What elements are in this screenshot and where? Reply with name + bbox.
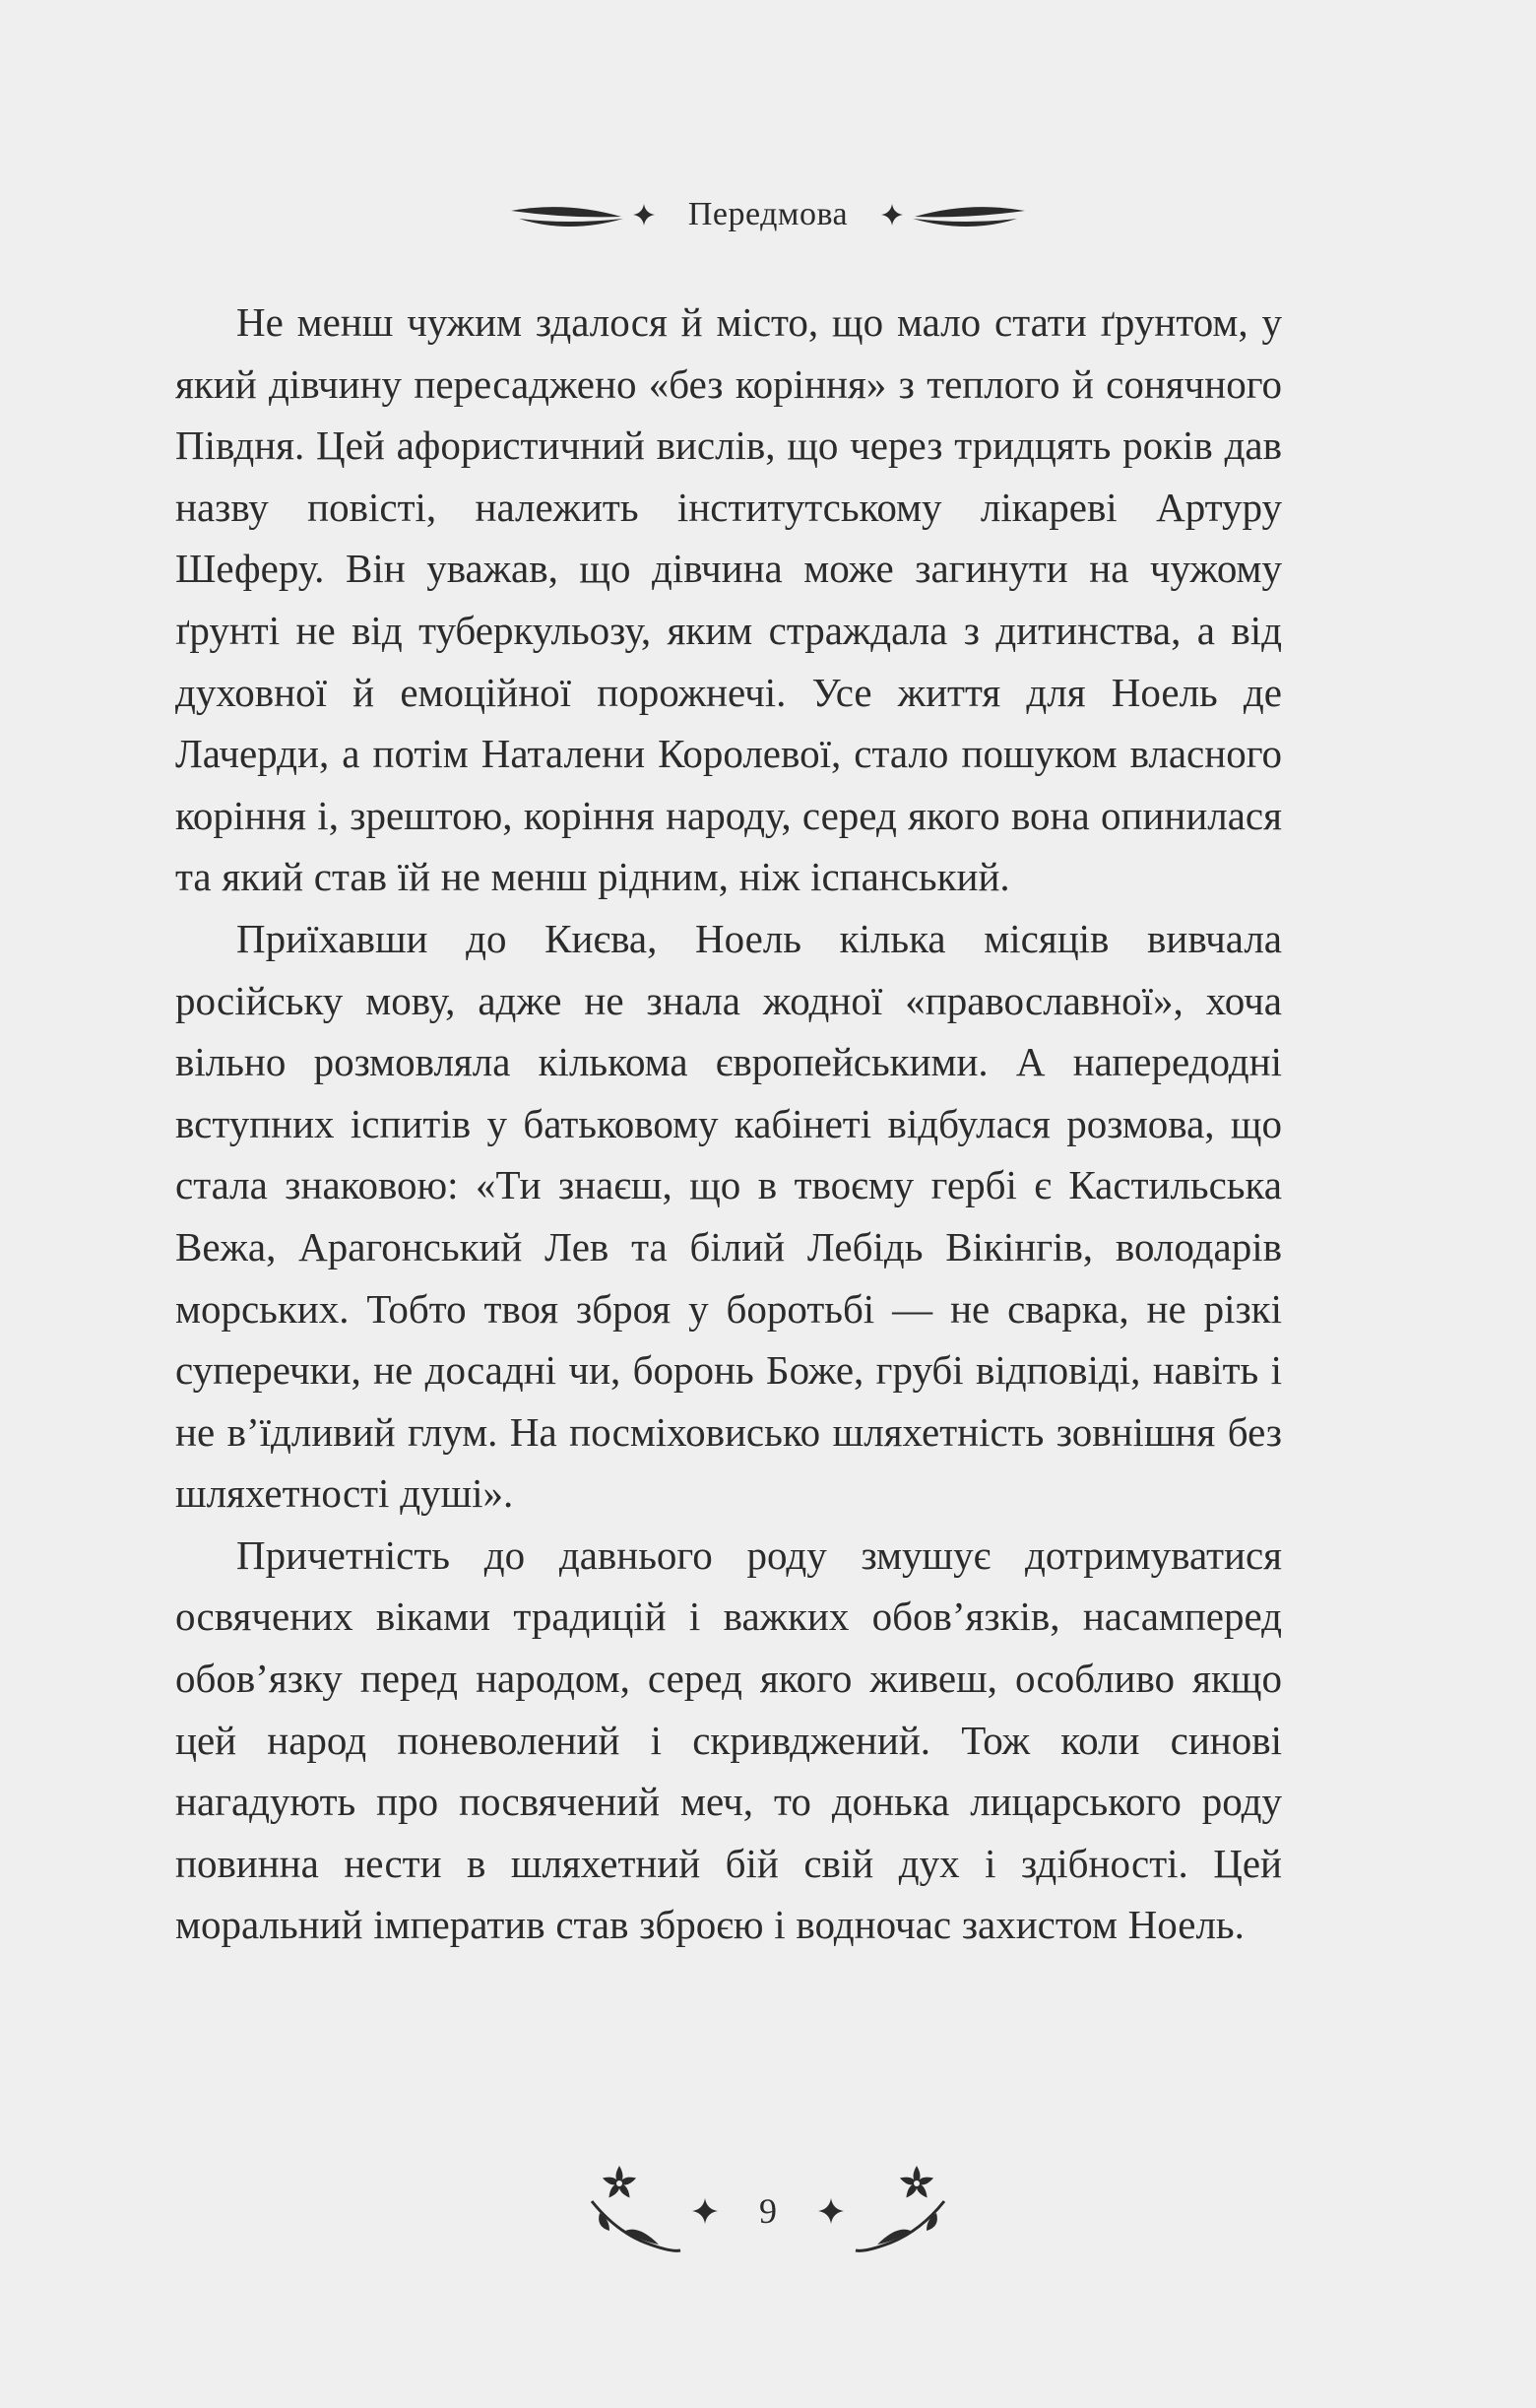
sparkle-icon xyxy=(692,2198,718,2224)
running-header-title: Передмова xyxy=(687,196,849,232)
paragraph: Причетність до давнього роду змушує дотримуватися освячених віками традицій і важких обов’язків, насамперед обов’язку перед народом, серед якого живеш, особливо якщо цей народ поневолений і скривджений. Тож коли синові нагадують про посвячений меч, то донька лицарського роду повинна нести в шляхетний бій свій дух і здібності. Цей моральний імператив став зброєю і водночас захистом Ноель. xyxy=(175,1531,1282,1948)
body-text xyxy=(175,292,1282,1956)
sparkle-icon xyxy=(881,204,903,226)
paragraph: Приїхавши до Києва, Ноель кілька місяців вивчала російську мову, адже не знала жодної «православної», хоча вільно розмовляла кількома європейськими. А напередодні вступних іспитів у батьковому кабінеті відбулася розмова, що стала знаковою: «Ти знаєш, що в твоєму гербі є Кастильська Вежа, Арагонський Лев та білий Лебідь Вікінгів, володарів морських. Тобто твоя зброя у боротьбі — не сварка, не різкі суперечки, не досадні чи, боронь Боже, грубі відповіді, навіть і не в’їдливий глум. На посміховисько шляхетність зовнішня без шляхетності душі». xyxy=(175,915,1282,1517)
sparkle-icon xyxy=(818,2198,844,2224)
sparkle-icon xyxy=(633,204,655,226)
page-number: 9 xyxy=(759,2191,777,2231)
leaf-swoosh-icon xyxy=(909,195,1027,234)
page-footer xyxy=(0,2152,1536,2270)
lily-sprig-icon xyxy=(852,2162,950,2260)
paragraph: Не менш чужим здалося й місто, що мало стати ґрунтом, у який дівчину пересаджено «без коріння» з теплого й сонячного Півдня. Цей афористичний вислів, що через тридцять років дав назву повісті, належить інститутському лікареві Артуру Шеферу. Він уважав, що дівчина може загинути на чужому ґрунті не від туберкульозу, яким страждала з дитинства, а від духовної й емоційної порожнечі. Усе життя для Ноель де Лачерди, а потім Наталени Королевої, стало пошуком власного коріння і, зрештою, коріння народу, серед якого вона опинилася та який став їй не менш рідним, ніж іспанський. xyxy=(175,299,1282,900)
leaf-swoosh-icon xyxy=(509,195,627,234)
lily-sprig-icon xyxy=(586,2162,684,2260)
running-header xyxy=(0,185,1536,244)
